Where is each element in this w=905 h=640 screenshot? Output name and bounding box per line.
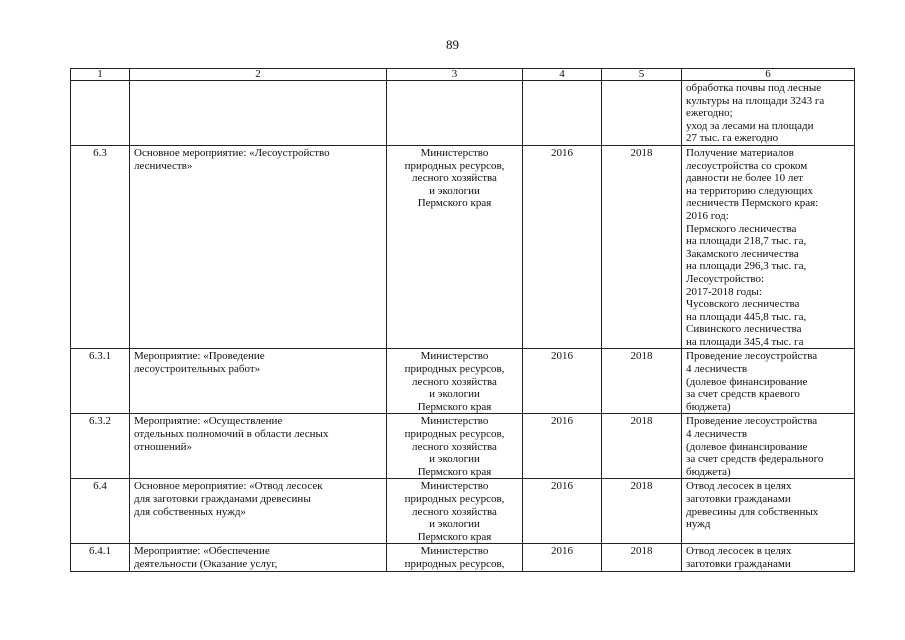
item-number-cell [71, 81, 130, 146]
cell-line: Министерство [420, 415, 489, 428]
cell-line: лесного хозяйства [412, 440, 497, 453]
cell-line: Мероприятие: «Обеспечение [134, 545, 270, 558]
cell-line: Мероприятие: «Проведение [134, 350, 265, 363]
item-number-cell [71, 349, 130, 414]
cell-line: 2016 год: [686, 209, 729, 222]
cell-line: нужд [686, 518, 711, 531]
cell-line: обработка почвы под лесные [686, 82, 822, 94]
measure-name-cell [130, 479, 387, 544]
cell-line: заготовки гражданами [686, 557, 791, 570]
table-row [71, 145, 855, 349]
cell-line: Пермского края [417, 197, 492, 210]
cell-line: Лесоустройство: [686, 272, 765, 285]
item-number-cell [71, 414, 130, 479]
cell-line: Министерство [420, 350, 489, 363]
cell-line: Министерство [420, 545, 489, 558]
executor-cell [387, 479, 523, 544]
cell-line: на площади 218,7 тыс. га, [686, 235, 807, 248]
expected-result-cell [682, 544, 855, 571]
cell-line: Сивинского лесничества [686, 323, 802, 336]
cell-line: Пермского края [417, 465, 492, 478]
cell-text: 6.3.2 [89, 415, 111, 428]
end-year-cell [602, 145, 682, 349]
header-cell: 6 [682, 69, 855, 81]
cell-text: 2018 [630, 415, 653, 428]
cell-line: Проведение лесоустройства [686, 415, 818, 428]
cell-text: 2016 [551, 415, 573, 428]
executor-cell [387, 414, 523, 479]
cell-line: Основное мероприятие: «Лесоустройство [134, 146, 330, 159]
cell-line: лесничеств Пермского края: [686, 197, 819, 210]
start-year-cell [523, 414, 602, 479]
cell-line: древесины для собственных [686, 505, 819, 518]
cell-text: 2016 [551, 350, 573, 363]
executor-cell [387, 544, 523, 571]
measure-name-cell [130, 544, 387, 571]
cell-line: Отвод лесосек в целях [686, 545, 792, 558]
executor-cell [387, 145, 523, 349]
cell-line: на площади 445,8 тыс. га, [686, 310, 807, 323]
cell-text: 6.4 [93, 480, 107, 493]
cell-text: 2018 [630, 545, 653, 558]
end-year-cell [602, 479, 682, 544]
cell-line: 2017-2018 годы: [686, 285, 762, 298]
cell-line: и экологии [429, 453, 480, 466]
cell-line: для заготовки гражданами древесины [134, 493, 311, 505]
cell-line: деятельности (Оказание услуг, [134, 557, 278, 570]
table-row [71, 349, 855, 414]
header-cell: 1 [71, 69, 130, 81]
measure-name-cell [130, 81, 387, 146]
item-number-cell [71, 544, 130, 571]
cell-line: природных ресурсов, [404, 428, 505, 441]
start-year-cell [523, 544, 602, 571]
cell-line: уход за лесами на площади [686, 119, 814, 132]
table-row [71, 479, 855, 544]
cell-line: на территорию следующих [686, 184, 813, 197]
cell-line: лесничеств» [134, 159, 193, 172]
expected-result-cell [682, 479, 855, 544]
cell-text: 2018 [630, 350, 653, 363]
cell-line: и экологии [429, 388, 480, 401]
executor-cell [387, 81, 523, 146]
measure-name-cell [130, 414, 387, 479]
cell-line: Чусовского лесничества [686, 298, 800, 311]
cell-line: 27 тыс. га ежегодно [686, 132, 779, 145]
start-year-cell [523, 349, 602, 414]
item-number-cell [71, 145, 130, 349]
header-cell: 3 [387, 69, 523, 81]
start-year-cell [523, 145, 602, 349]
cell-line: Пермского лесничества [686, 222, 797, 235]
cell-line: лесного хозяйства [412, 505, 497, 518]
end-year-cell [602, 81, 682, 146]
cell-line: природных ресурсов, [404, 159, 505, 172]
table-row [71, 414, 855, 479]
cell-line: заготовки гражданами [686, 493, 791, 505]
cell-line: Пермского края [417, 400, 492, 413]
cell-line: лесоустроительных работ» [134, 363, 261, 376]
cell-line: на площади 345,4 тыс. га [686, 335, 804, 348]
measure-name-cell [130, 145, 387, 349]
cell-line: Отвод лесосек в целях [686, 480, 792, 493]
cell-text: 2018 [630, 480, 653, 493]
cell-line: природных ресурсов, [404, 363, 505, 376]
cell-line: и экологии [429, 184, 480, 197]
cell-text: 6.3 [93, 146, 107, 159]
expected-result-cell [682, 145, 855, 349]
cell-line: Министерство [420, 146, 489, 159]
cell-text: 2018 [630, 146, 653, 159]
cell-line: за счет средств федерального [686, 453, 824, 466]
expected-result-cell [682, 81, 855, 146]
table-row [71, 81, 855, 146]
end-year-cell [602, 349, 682, 414]
cell-text: 2016 [551, 480, 573, 493]
cell-line: отношений» [134, 440, 193, 453]
expected-result-cell [682, 349, 855, 414]
header-cell: 5 [602, 69, 682, 81]
executor-cell [387, 349, 523, 414]
cell-line: за счет средств краевого [686, 388, 800, 401]
cell-line: Проведение лесоустройства [686, 350, 818, 363]
cell-line: Основное мероприятие: «Отвод лесосек [134, 480, 323, 493]
cell-line: (долевое финансирование [686, 375, 808, 388]
header-cell: 4 [523, 69, 602, 81]
measure-name-cell [130, 349, 387, 414]
cell-text: 6.4.1 [89, 545, 111, 558]
cell-line: природных ресурсов, [404, 493, 505, 505]
cell-line: 4 лесничеств [686, 428, 748, 441]
cell-text: 2016 [551, 146, 573, 159]
cell-line: (долевое финансирование [686, 440, 808, 453]
cell-line: лесного хозяйства [412, 172, 497, 185]
cell-line: ежегодно; [686, 107, 733, 120]
cell-line: на площади 296,3 тыс. га, [686, 260, 807, 273]
cell-line: Министерство [420, 480, 489, 493]
end-year-cell [602, 414, 682, 479]
cell-text: 6.3.1 [89, 350, 111, 363]
table-header-row [71, 69, 855, 81]
cell-line: лесного хозяйства [412, 375, 497, 388]
cell-line: Получение материалов [686, 146, 794, 159]
cell-line: культуры на площади 3243 га [686, 94, 825, 107]
cell-line: бюджета) [686, 465, 731, 478]
page-number: 89 [446, 37, 459, 52]
cell-line: Мероприятие: «Осуществление [134, 415, 283, 428]
start-year-cell [523, 479, 602, 544]
cell-line: Пермского края [417, 530, 492, 543]
item-number-cell [71, 479, 130, 544]
cell-line: и экологии [429, 518, 480, 531]
measures-table [70, 68, 855, 572]
header-cell: 2 [130, 69, 387, 81]
cell-line: давности не более 10 лет [686, 172, 804, 185]
cell-line: бюджета) [686, 400, 731, 413]
expected-result-cell [682, 414, 855, 479]
end-year-cell [602, 544, 682, 571]
cell-line: 4 лесничеств [686, 363, 748, 376]
cell-line: природных ресурсов, [404, 557, 505, 570]
cell-line: лесоустройства со сроком [686, 159, 808, 172]
cell-line: отдельных полномочий в области лесных [134, 428, 329, 441]
cell-text: 2016 [551, 545, 573, 558]
cell-line: Закамского лесничества [686, 247, 799, 260]
cell-line: для собственных нужд» [134, 505, 246, 518]
table-row [71, 544, 855, 571]
start-year-cell [523, 81, 602, 146]
